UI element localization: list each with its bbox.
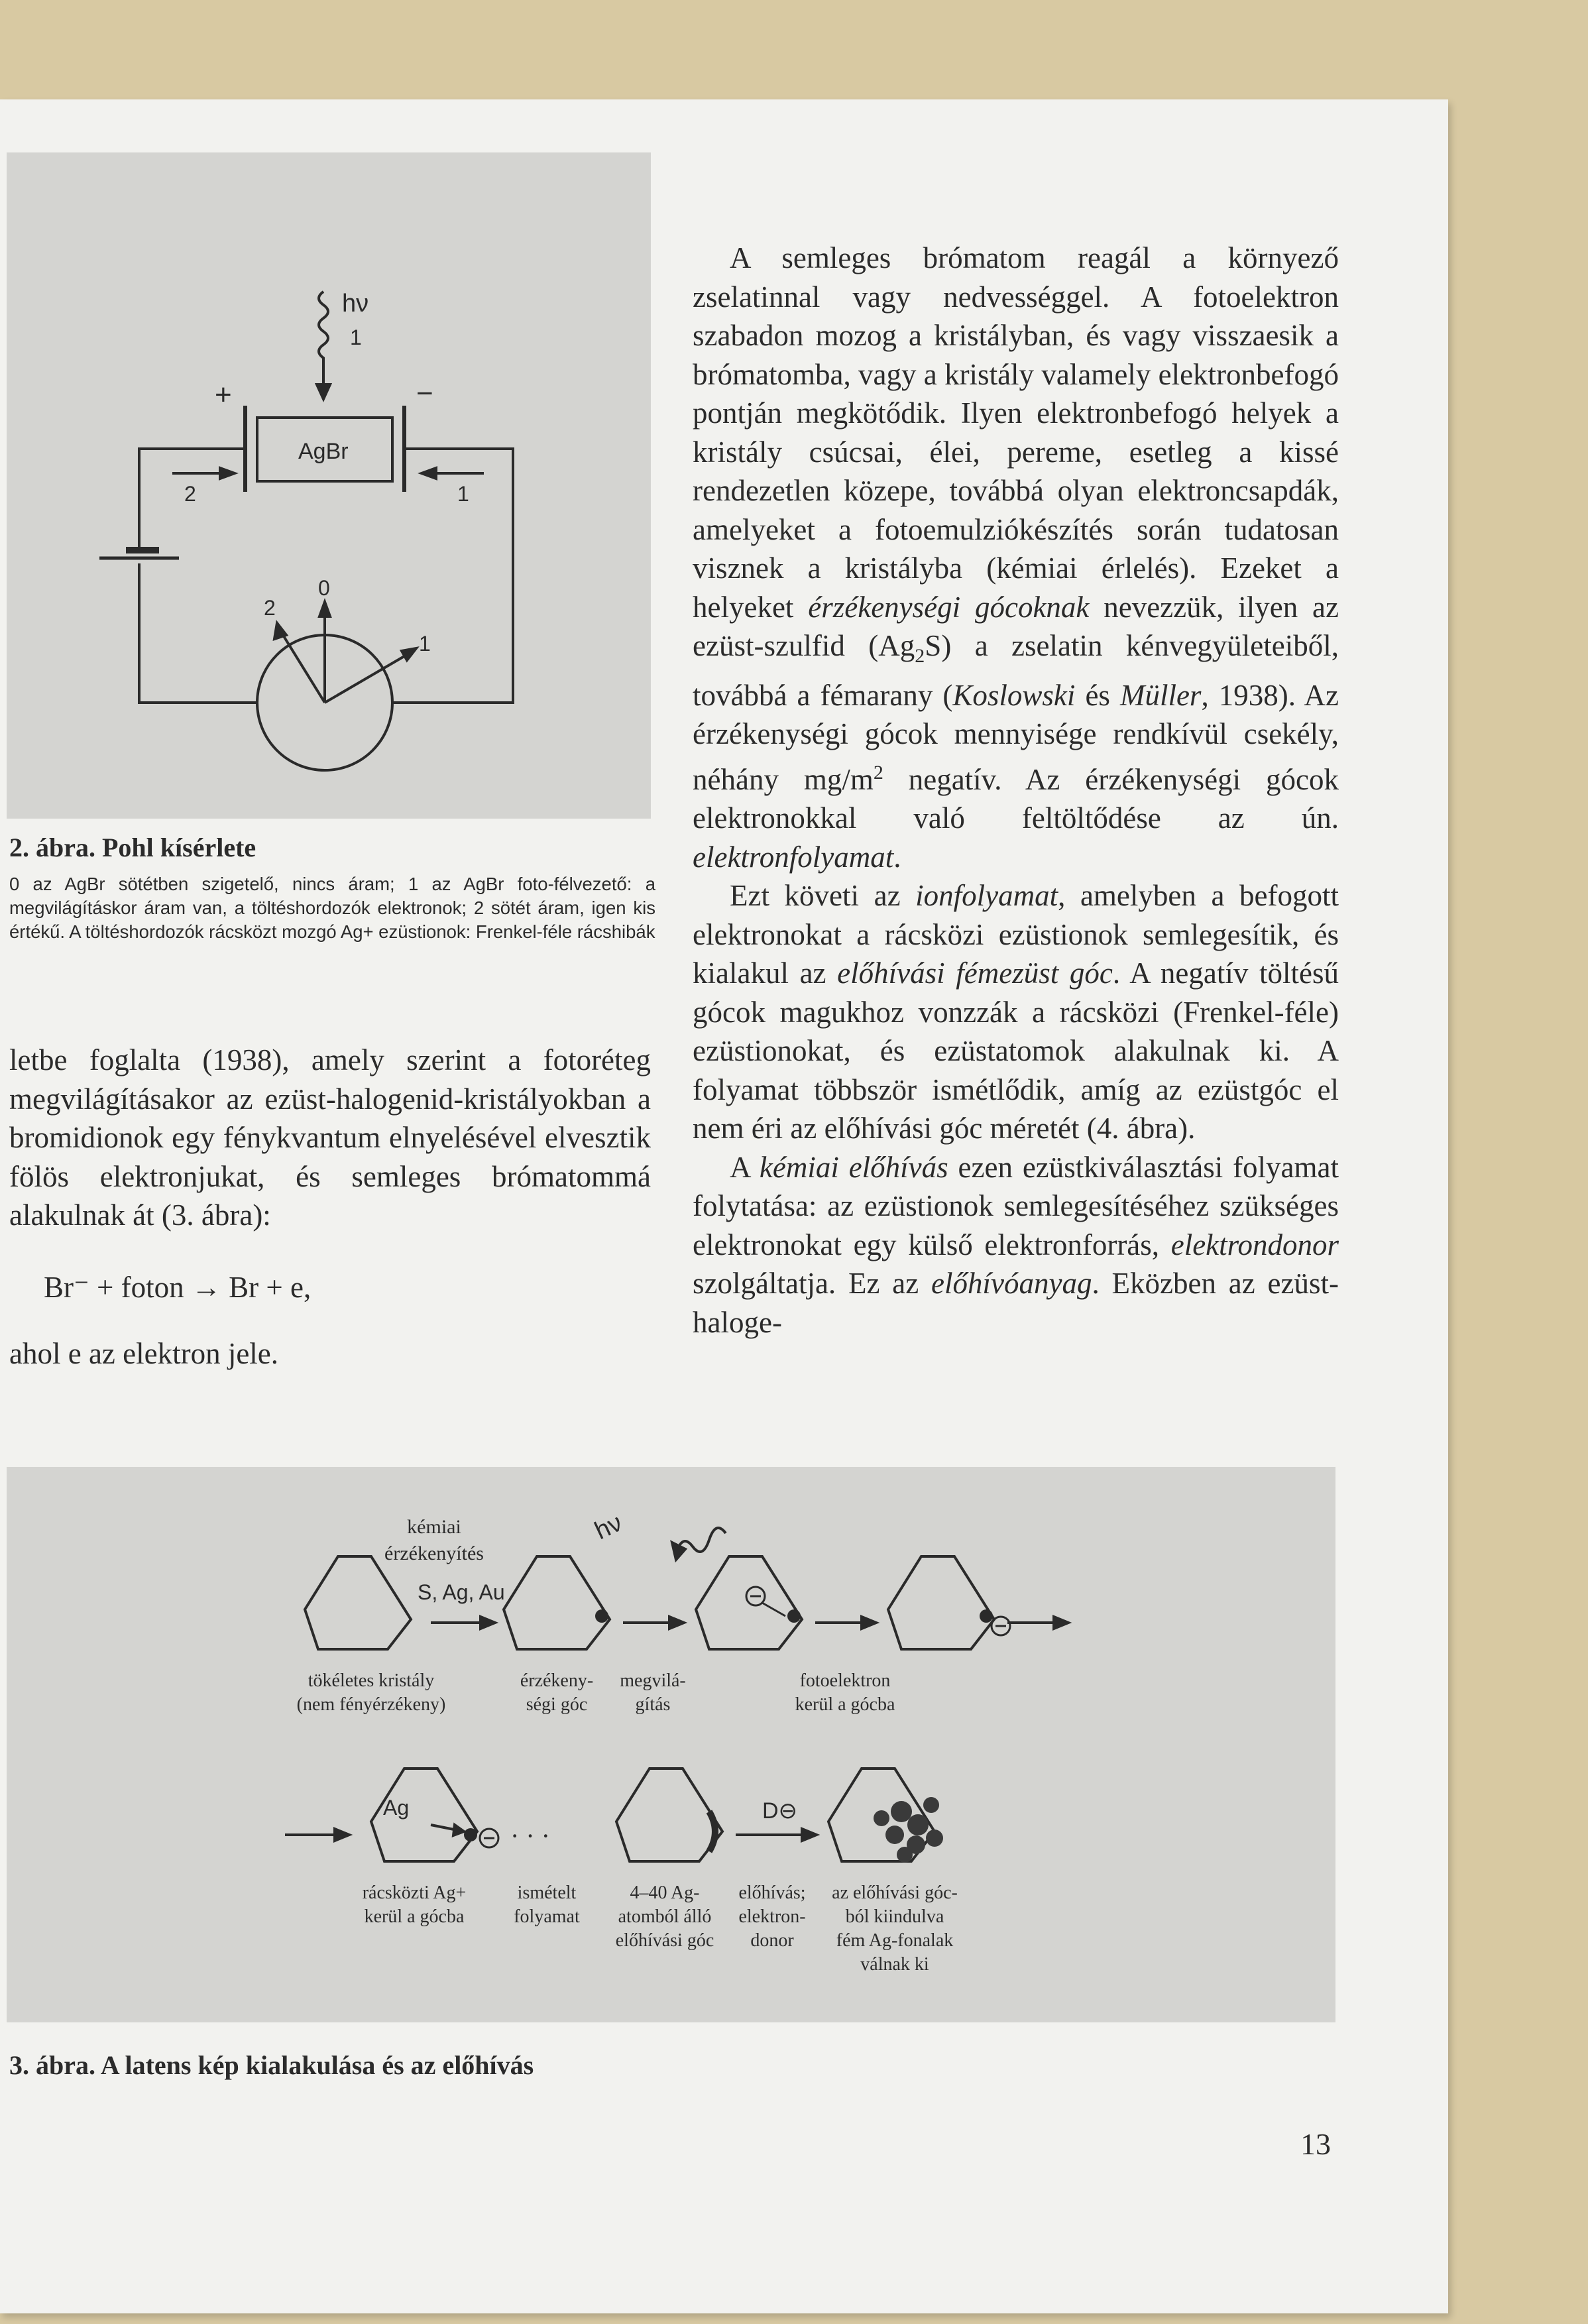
caption-development-center: 4–40 Ag- atomból álló előhívási góc <box>615 1883 714 1951</box>
caption-illumination: megvilá- gítás <box>620 1670 686 1715</box>
kemiai-label: kémiai <box>407 1516 461 1538</box>
crystal-perfect-icon <box>305 1556 411 1649</box>
hv-label: hν <box>342 290 369 318</box>
minus-sign: − <box>416 377 433 410</box>
figure-latent-image <box>7 1467 1335 2022</box>
light-wave-icon <box>319 292 328 398</box>
figure-2-caption-text: 0 az AgBr sötétben szigetelő, nincs áram; 1 az AgBr foto-félvezető: a megvilágításkor áram van, a töltéshordozók elektronok; 2 sötét áram, igen kis értékű. A töltéshordozók rácsközt mozgó Ag+ ezüstionok: Frenkel-féle rácshibák <box>9 874 655 942</box>
crystal-photoelectron-icon <box>888 1556 994 1649</box>
figure-pohl-experiment <box>7 152 651 819</box>
caption-repeated: ismételt folyamat <box>514 1883 580 1927</box>
paragraph-1: A semleges brómatom reagál a környező zselatinnal vagy nedvességgel. A fotoelektron szabadon mozog a kristályban, és vagy visszaesik a brómatomba, vagy a kristály valamely elektronbefogó pontján megkötődik. Ilyen elektronbefogó helyek a kristály csúcsai, élei, pereme, esetleg a kissé rendezetlen közepe, továbbá olyan elektroncsapdák, amelyeket a fotoemulziókészítés során tudatosan visznek a kristályba (kémiai érlelés). Ezeket a helyeket érzékenységi gócoknak nevezzük, ilyen az ezüst-szulfid $(Ag_2S)$ a zselatin kénvegyületeiből, továbbá a fémarany (Koslowski és Müller, 1938). Az érzékenységi gócok mennyisége rendkívül csekély, néhány $mg/m^2$ negatív. Az érzékenységi gócok elektronokkal való feltöltődése az ún. elektronfolyamat. <box>693 241 1339 874</box>
agbr-label: AgBr <box>298 439 349 464</box>
caption-silver-filaments: az előhívási góc- ból kiindulva fém Ag-fonalak válnak ki <box>832 1883 958 1975</box>
figure-2-caption-title: 2. ábra. Pohl kísérlete <box>9 833 256 862</box>
current-2-label: 2 <box>184 482 196 506</box>
reaction-formula: Br⁻ + foton → Br + e, <box>44 1270 312 1304</box>
meter-1-label: 1 <box>419 632 431 656</box>
caption-development-donor: előhívás; elektron- donor <box>738 1883 806 1951</box>
caption-sensitivity-center: érzékeny- ségi góc <box>520 1670 594 1715</box>
current-1-label: 1 <box>457 482 469 506</box>
erzekenyites-label: érzékenyítés <box>384 1542 484 1564</box>
pohl-circuit-diagram <box>7 152 651 819</box>
right-column <box>693 239 1339 1342</box>
figure-3-caption: 3. ábra. A latens kép kialakulása és az előhívás <box>9 2050 534 2080</box>
caption-perfect-crystal: tökéletes kristály (nem fényérzékeny) <box>296 1670 446 1715</box>
page-number: 13 <box>1300 2127 1331 2161</box>
left-column <box>9 1041 651 1373</box>
hv-label: hν <box>591 1509 627 1546</box>
ray-number-label: 1 <box>350 325 362 349</box>
meter-0-label: 0 <box>318 576 330 600</box>
s-ag-au-label: S, Ag, Au <box>418 1580 505 1604</box>
paragraph-3: A kémiai előhívás ezen ezüstkiválasztási folyamat folytatása: az ezüstionok semlegesítéséhez szükséges elektronokat egy külső elektronforrás, elektrondonor szolgáltatja. Ez az előhívóanyag. Eközben az ezüst-haloge- <box>693 1150 1339 1339</box>
crystal-development-center-icon <box>616 1769 722 1861</box>
caption-silver-ion: rácsközti Ag+ kerül a gócba <box>362 1883 467 1927</box>
crystal-sensitized-icon <box>504 1556 610 1649</box>
donor-label: D⊖ <box>762 1798 798 1824</box>
paragraph-2: Ezt követi az ionfolyamat, amelyben a befogott elektronokat a rácsközi ezüstionok semlegesítik, és kialakul az előhívási fémezüst góc. A negatív töltésű gócok magukhoz vonzzák a rácsközi (Frenkel-féle) ezüstionokat, és ezüstatomok alakulnak ki. A folyamat többször ismétlődik, amíg az ezüstgóc el nem éri az előhívási góc méretét (4. ábra). <box>693 879 1339 1145</box>
ellipsis-label: · · · <box>510 1821 550 1851</box>
left-paragraph: letbe foglalta (1938), amely szerint a fotoréteg megvilágításakor az ezüst-halogenid-kristályokban a bromidionok egy fénykvantum elnyelésével elvesztik fölös elektronjukat, és semleges brómatommá alakulnak át (3. ábra): <box>9 1043 651 1232</box>
caption-photoelectron: fotoelektron kerül a gócba <box>795 1670 895 1715</box>
ago-label: Ag <box>383 1796 410 1820</box>
plus-sign: + <box>215 378 232 411</box>
meter-2-label: 2 <box>264 596 276 620</box>
formula-explanation: ahol e az elektron jele. <box>9 1337 279 1370</box>
